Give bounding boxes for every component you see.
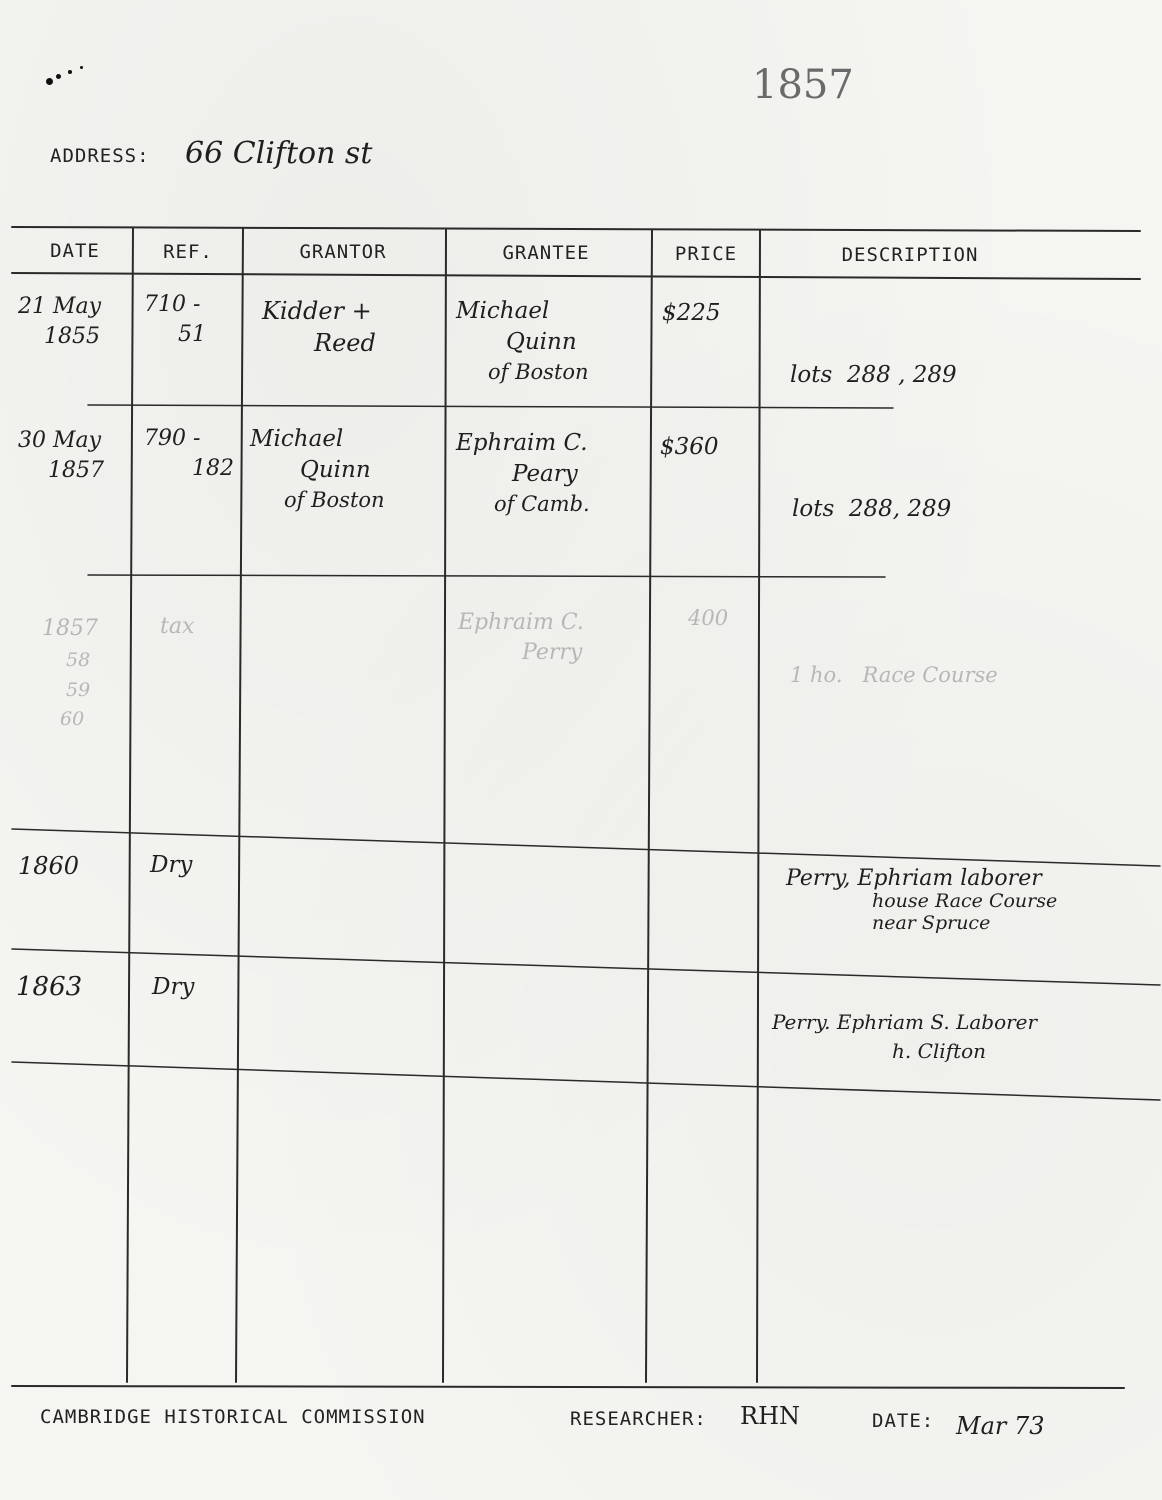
entry-price: $360 (660, 434, 719, 460)
address-value: 66 Clifton st (185, 136, 373, 171)
researcher-label: RESEARCHER: (570, 1408, 707, 1430)
column-header-ref: REF. (163, 241, 213, 263)
entry-description: Perry. Ephriam S. Laborer h. Clifton (772, 1010, 1038, 1063)
column-header-grantor: GRANTOR (299, 241, 387, 263)
column-header-price: PRICE (674, 243, 738, 265)
column-header-grantee: GRANTEE (502, 242, 590, 264)
footer-date-value: Mar 73 (956, 1412, 1045, 1440)
column-header-description: DESCRIPTION (841, 244, 979, 266)
entry-date: 30 May 1857 (18, 428, 104, 483)
entry-grantee: Ephraim C. Peary of Camb. (456, 430, 590, 517)
entry-grantee: Ephraim C. Perry (458, 610, 584, 665)
entry-grantor: Michael Quinn of Boston (250, 426, 385, 513)
column-header-date: DATE (50, 240, 100, 262)
entry-ref: Dry (152, 974, 195, 1000)
entry-description: Perry, Ephriam laborer house Race Course near Spruce (786, 866, 1058, 935)
entry-date: 1857 58 59 60 (42, 616, 98, 730)
researcher-value: RHN (740, 1402, 800, 1430)
entry-ref: 710 - 51 (144, 292, 206, 347)
entry-grantee: Michael Quinn of Boston (456, 298, 589, 385)
entry-ref: tax (160, 614, 195, 639)
entry-ref: 790 - 182 (144, 426, 234, 481)
footer-date-label: DATE: (872, 1410, 935, 1432)
entry-description: 1 ho. Race Course (790, 662, 998, 687)
entry-date: 21 May 1855 (18, 294, 102, 349)
entry-ref: Dry (150, 852, 193, 878)
entry-description: lots 288, 289 (792, 496, 952, 523)
footer-org: CAMBRIDGE HISTORICAL COMMISSION (40, 1406, 426, 1428)
entry-price: 400 (688, 606, 729, 630)
address-label: ADDRESS: (50, 145, 150, 167)
entry-grantor: Kidder + Reed (262, 297, 376, 358)
entry-description: lots 288 , 289 (790, 362, 957, 389)
entry-date: 1863 (16, 972, 83, 1002)
entry-date: 1860 (18, 852, 80, 880)
year-note: 1857 (752, 62, 854, 108)
entry-price: $225 (662, 300, 721, 326)
